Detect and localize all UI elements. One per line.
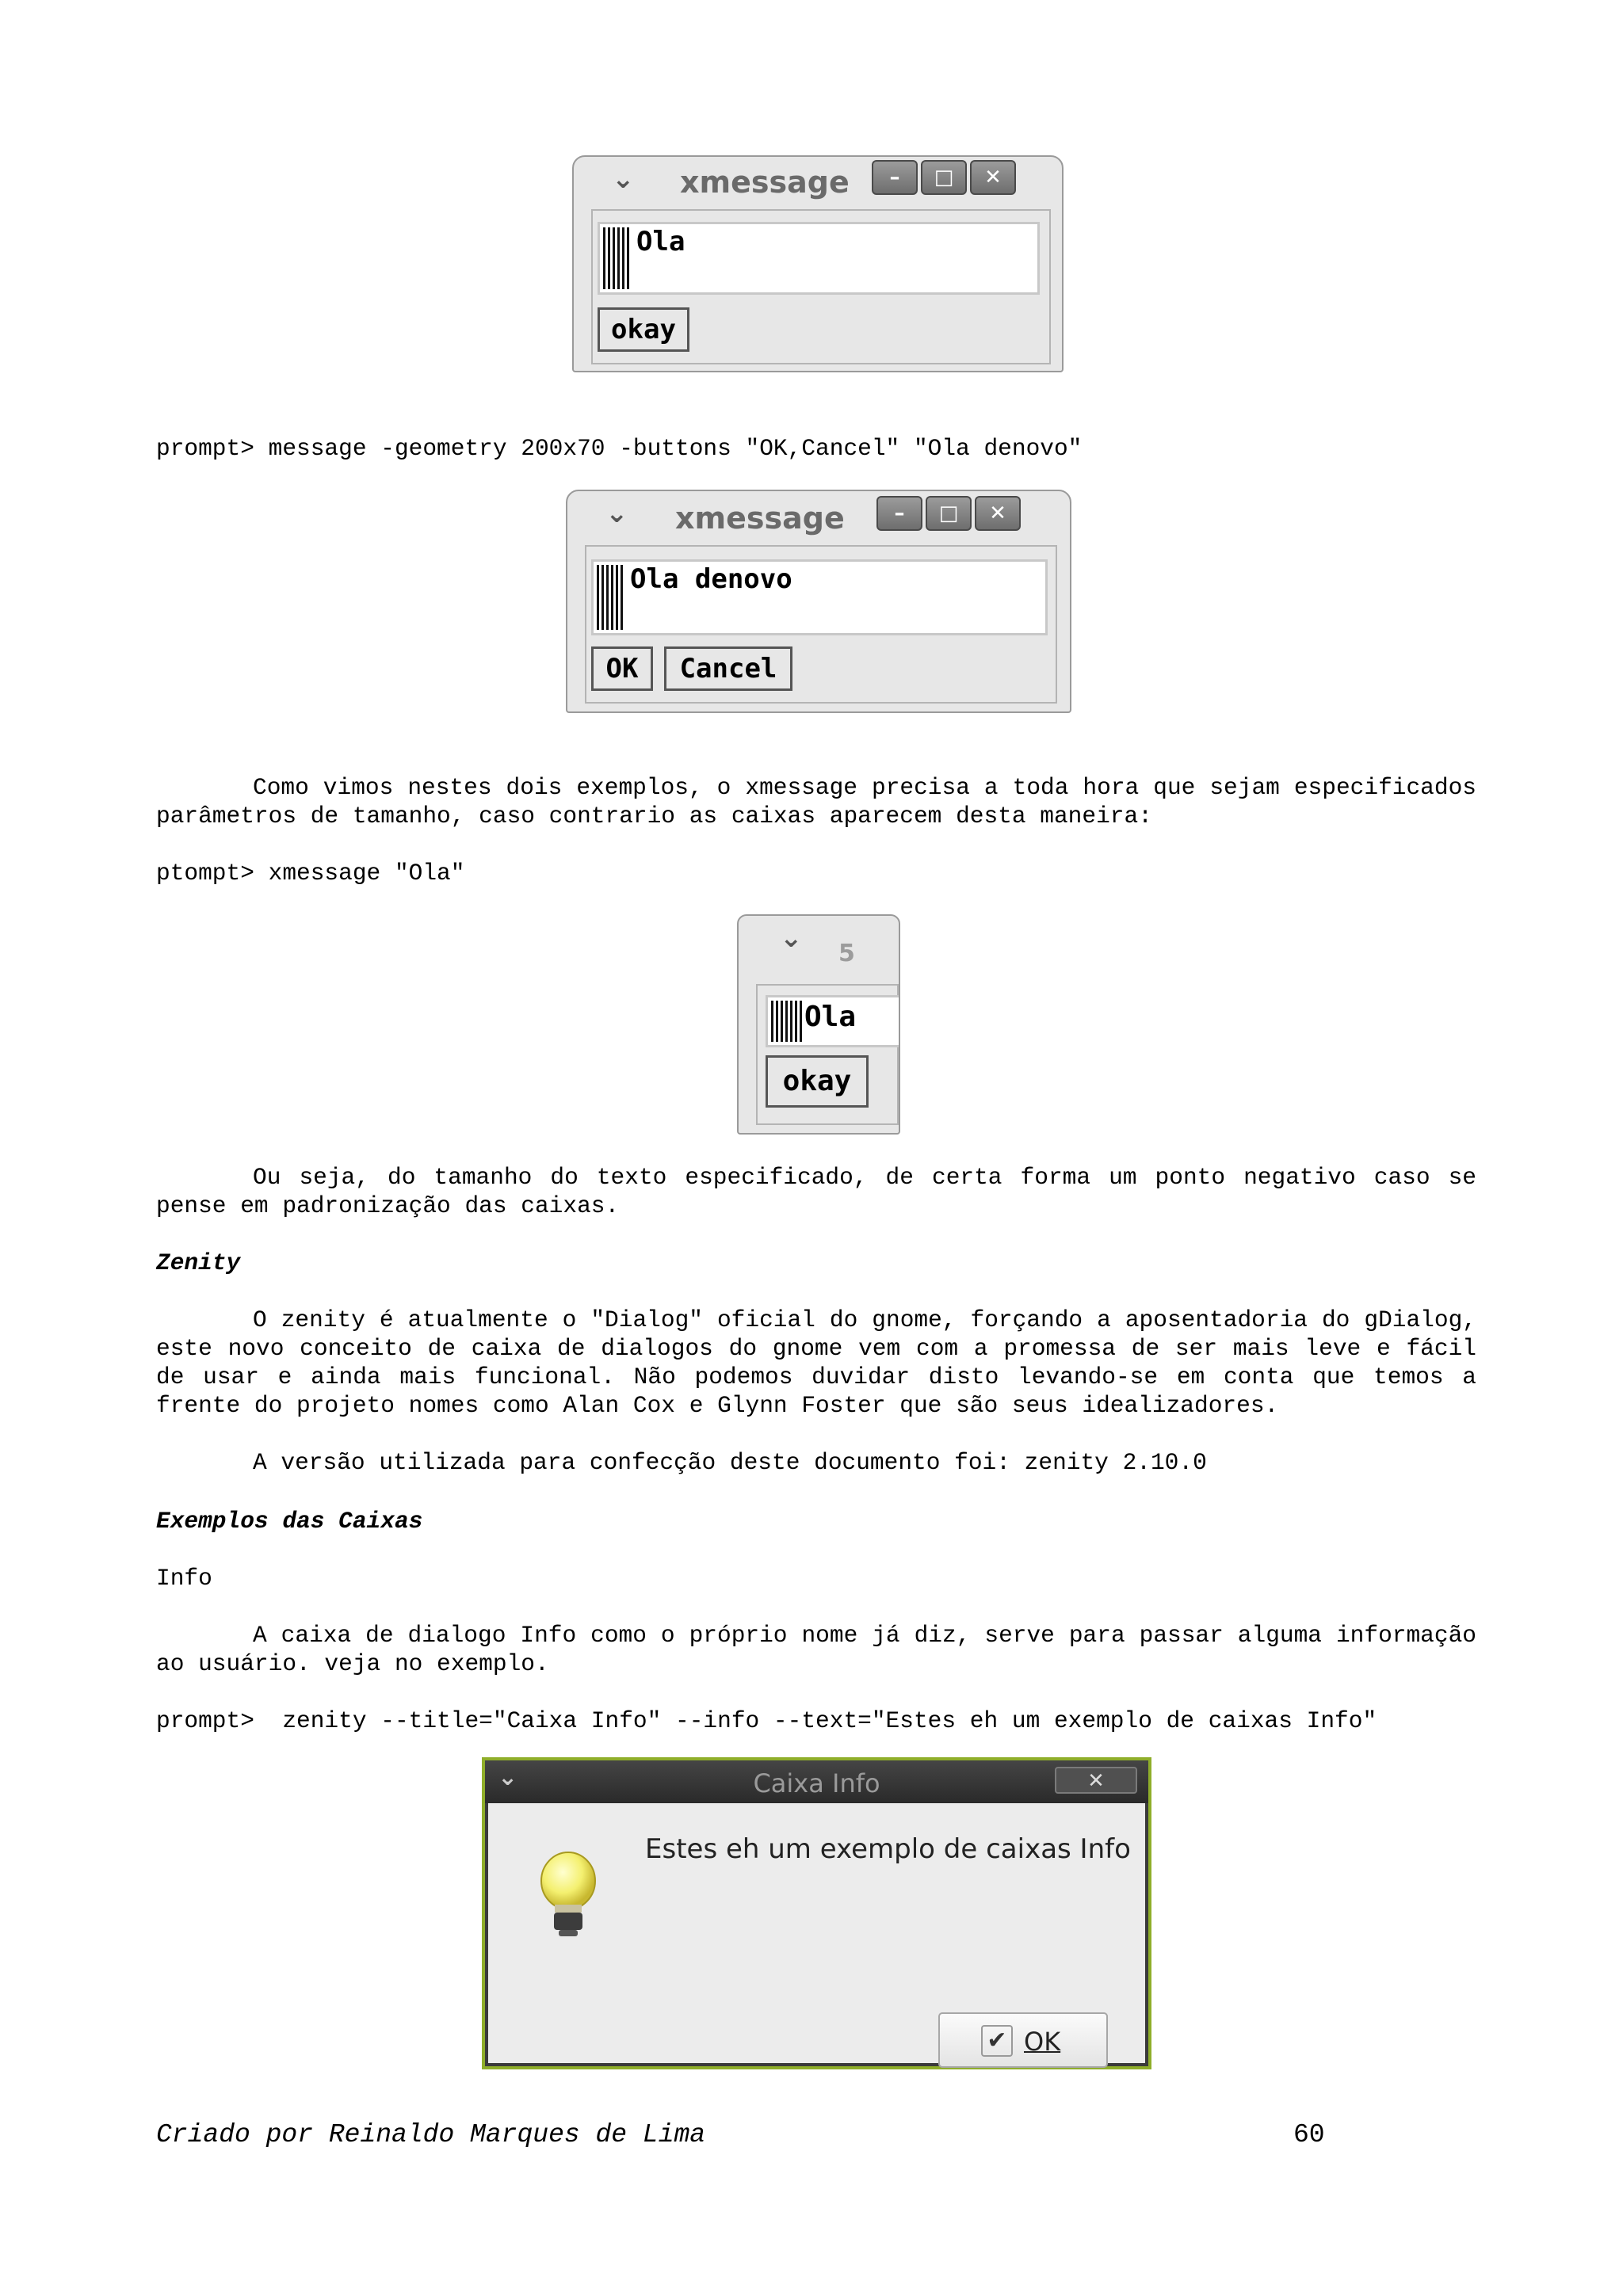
maximize-icon[interactable]: □: [921, 160, 967, 195]
scrollbar-handle[interactable]: [771, 1001, 803, 1042]
paragraph-info-box: A caixa de dialogo Info como o próprio nome já diz, serve para passar alguma informação ao usuário. veja no exemplo.: [156, 1622, 1476, 1677]
message-text: Ola denovo: [630, 563, 792, 595]
scrollbar-handle[interactable]: [603, 227, 632, 289]
xmessage-window-ola-denovo: [566, 490, 1071, 713]
footer-page-number: 60: [1293, 2120, 1325, 2149]
ok-button-label: OK: [1024, 2027, 1061, 2057]
light-bulb-icon: [533, 1848, 604, 1943]
subheading-info: Info: [156, 1565, 212, 1592]
heading-zenity: Zenity: [156, 1249, 241, 1276]
message-text-area: [598, 222, 1040, 295]
message-text-area: [766, 995, 900, 1047]
message-text-area: [591, 559, 1048, 635]
command-line-3: prompt> zenity --title="Caixa Info" --info --text="Estes eh um exemplo de caixas Info": [156, 1707, 1377, 1734]
command-line-1: prompt> message -geometry 200x70 -buttons "OK,Cancel" "Ola denovo": [156, 435, 1083, 462]
footer-author: Criado por Reinaldo Marques de Lima: [156, 2120, 706, 2149]
paragraph-zenity-intro: O zenity é atualmente o "Dialog" oficial do gnome, forçando a aposentadoria do gDialog, este novo conceito de caixa de dialogos do gnome vem com a promessa de ser mais leve e fácil de usar e ainda mais funcional. Não podemos duvidar disto levando-se em conta que temos a frente do projeto nomes como Alan Cox e Glynn Foster que são seus idealizadores.: [156, 1306, 1476, 1419]
dialog-message: Estes eh um exemplo de caixas Info: [645, 1833, 1131, 1865]
ok-button[interactable]: OK: [591, 646, 653, 691]
zenity-info-window: [482, 1757, 1151, 2069]
message-text: Ola: [636, 226, 685, 257]
title-bar: [739, 916, 899, 967]
close-icon[interactable]: ✕: [975, 496, 1021, 531]
okay-button[interactable]: okay: [766, 1055, 869, 1108]
okay-button[interactable]: okay: [598, 307, 689, 352]
chevron-down-icon[interactable]: ⌄: [498, 1764, 518, 1791]
window-title: xmessage: [680, 165, 850, 200]
chevron-down-icon[interactable]: ⌄: [612, 163, 635, 195]
maximize-icon[interactable]: □: [926, 496, 972, 531]
window-title-fragment: 5: [838, 940, 855, 967]
title-bar: [574, 157, 1062, 204]
title-bar: [485, 1760, 1148, 1803]
chevron-down-icon[interactable]: ⌄: [780, 922, 803, 954]
check-icon: ✔: [981, 2025, 1013, 2057]
scrollbar-handle[interactable]: [597, 565, 625, 630]
heading-examples: Exemplos das Caixas: [156, 1508, 423, 1535]
window-title: xmessage: [675, 501, 845, 536]
cancel-button[interactable]: Cancel: [664, 646, 792, 691]
title-bar: [567, 491, 1070, 539]
paragraph-zenity-version: A versão utilizada para confecção deste documento foi: zenity 2.10.0: [253, 1449, 1207, 1476]
message-text: Ola: [804, 1001, 857, 1033]
chevron-down-icon[interactable]: ⌄: [605, 498, 628, 529]
paragraph-xmessage-size: Como vimos nestes dois exemplos, o xmessage precisa a toda hora que sejam especificados parâmetros de tamanho, caso contrario as caixas aparecem desta maneira:: [156, 774, 1476, 830]
close-icon[interactable]: ✕: [1055, 1767, 1137, 1794]
close-icon[interactable]: ✕: [970, 160, 1016, 195]
minimize-icon[interactable]: –: [872, 160, 918, 195]
ok-button[interactable]: [938, 2012, 1108, 2068]
xmessage-window-small: [737, 914, 900, 1135]
command-line-2: ptompt> xmessage "Ola": [156, 860, 465, 887]
dialog-body: [488, 1803, 1145, 2063]
xmessage-window-ola: [572, 155, 1064, 372]
minimize-icon[interactable]: –: [876, 496, 922, 531]
window-frame: [485, 1760, 1148, 2066]
window-title: Caixa Info: [753, 1768, 880, 1798]
paragraph-negative-point: Ou seja, do tamanho do texto especificado, de certa forma um ponto negativo caso se pense em padronização das caixas.: [156, 1164, 1476, 1219]
